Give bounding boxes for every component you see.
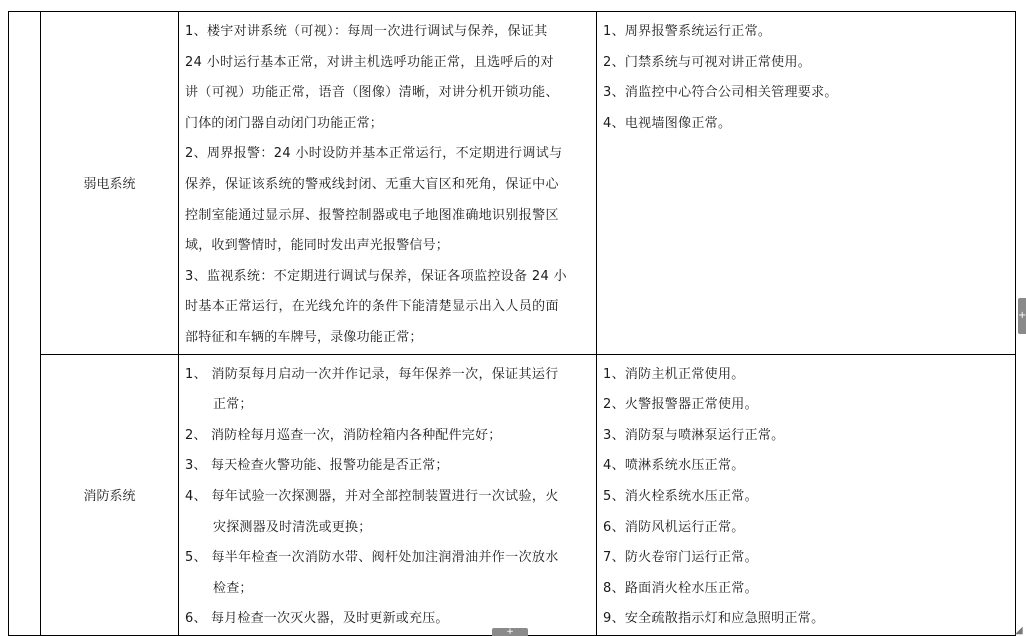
standard-line: 3、消监控中心符合公司相关管理要求。 (603, 85, 838, 101)
system-name: 弱电系统 (83, 177, 136, 193)
requirement-line: 保养，保证该系统的警戒线封闭、无重大盲区和死角，保证中心 (185, 176, 559, 192)
requirements-cell (179, 354, 597, 635)
standard-line: 2、门禁系统与可视对讲正常使用。 (603, 54, 812, 70)
maintenance-table (8, 11, 1016, 636)
requirement-line: 控制室能通过显示屏、报警控制器或电子地图准确地识别报警区 (185, 207, 559, 223)
resize-corner-icon[interactable]: ◢ (1015, 625, 1023, 636)
standard-line: 2、火警报警器正常使用。 (603, 397, 758, 413)
standards-cell (597, 354, 1016, 635)
standard-line: 3、消防泵与喷淋泵运行正常。 (603, 427, 785, 443)
requirement-line: 4、 每年试验一次探测器，并对全部控制装置进行一次试验，火 (185, 488, 559, 504)
table-row (9, 354, 1016, 635)
standard-line: 8、路面消火栓水压正常。 (603, 580, 758, 596)
standard-line: 4、电视墙图像正常。 (603, 115, 732, 131)
standard-line: 5、消火栓系统水压正常。 (603, 488, 758, 504)
requirement-line: 讲（可视）功能正常，语音（图像）清晰，对讲分机开锁功能、 (185, 85, 559, 101)
requirement-line: 域，收到警情时，能同时发出声光报警信号； (185, 238, 450, 254)
requirement-line: 2、 消防栓每月巡查一次，消防栓箱内各种配件完好； (185, 427, 502, 443)
requirement-line: 正常； (213, 397, 253, 413)
standard-line: 4、喷淋系统水压正常。 (603, 458, 745, 474)
system-name: 消防系统 (83, 489, 136, 505)
system-name-cell (41, 12, 179, 355)
standard-line: 1、消防主机正常使用。 (603, 366, 745, 382)
side-scroll-handle[interactable]: + (1018, 298, 1026, 334)
bottom-expand-tab[interactable]: + (492, 628, 528, 636)
table-row (9, 12, 1016, 355)
requirement-line: 3、 每天检查火警功能、报警功能是否正常； (185, 458, 449, 474)
requirement-line: 检查； (213, 580, 253, 596)
requirement-line: 6、 每月检查一次灭火器，及时更新或充压。 (185, 611, 449, 627)
blank-cell (9, 12, 41, 636)
requirement-line: 1、 消防泵每月启动一次并作记录，每年保养一次，保证其运行 (185, 366, 559, 382)
standard-line: 1、周界报警系统运行正常。 (603, 24, 772, 39)
requirement-line: 时基本正常运行，在光线允许的条件下能清楚显示出入人员的面 (185, 299, 559, 315)
requirement-line: 1、楼宇对讲系统（可视）：每周一次进行调试与保养，保证其 (185, 24, 548, 39)
standard-line: 9、安全疏散指示灯和应急照明正常。 (603, 611, 825, 627)
requirement-line: 灾探测器及时清洗或更换； (213, 519, 372, 535)
standards-cell (597, 12, 1016, 355)
requirement-line: 5、 每半年检查一次消防水带、阀杆处加注润滑油并作一次放水 (185, 550, 559, 566)
standard-line: 7、防火卷帘门运行正常。 (603, 550, 758, 566)
requirement-line: 24 小时运行基本正常，对讲主机选呼功能正常，且选呼后的对 (185, 54, 554, 70)
requirement-line: 3、监视系统：不定期进行调试与保养，保证各项监控设备 24 小 (185, 268, 567, 284)
requirement-line: 2、周界报警：24 小时设防并基本正常运行，不定期进行调试与 (185, 146, 563, 162)
standard-line: 6、消防风机运行正常。 (603, 519, 745, 535)
system-name-cell (41, 354, 179, 635)
requirements-cell (179, 12, 597, 355)
requirement-line: 部特征和车辆的车牌号，录像功能正常； (185, 329, 423, 345)
requirement-line: 门体的闭门器自动闭门功能正常； (185, 115, 384, 131)
